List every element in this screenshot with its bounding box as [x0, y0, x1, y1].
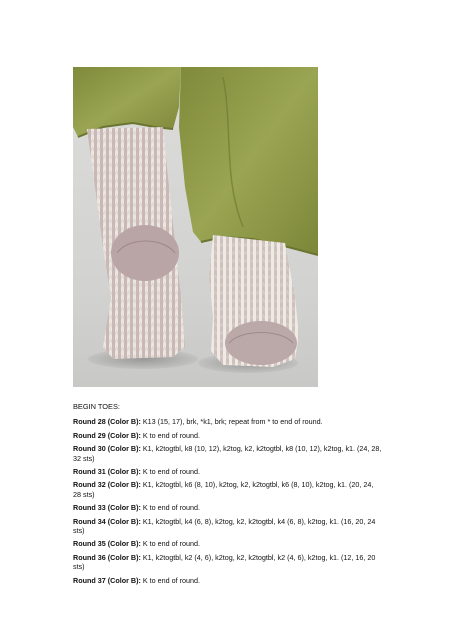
round-label: Round 31 (Color B): — [73, 467, 141, 477]
photo-canvas — [73, 67, 318, 387]
round-text: K to end of round. — [142, 575, 201, 585]
round-33 — [73, 503, 383, 512]
round-text: K to end of round. — [142, 430, 201, 440]
round-37 — [73, 576, 383, 585]
round-35 — [73, 539, 383, 548]
round-34 — [73, 517, 383, 536]
round-label: Round 32 (Color B): — [73, 480, 141, 490]
round-30 — [73, 444, 383, 463]
section-heading: BEGIN TOES: — [73, 402, 120, 411]
round-label: Round 35 (Color B): — [73, 539, 141, 549]
round-31 — [73, 467, 383, 476]
round-label: Round 28 (Color B): — [73, 417, 141, 427]
round-text: K1, k2togtbl, k4 (6, 8), k2tog, k2, k2togtbl, k4 (6, 8), k2tog, k1. (16, 20, 24 sts) — [73, 516, 376, 536]
round-text: K to end of round. — [142, 539, 201, 549]
round-32 — [73, 480, 383, 499]
round-text: K1, k2togtbl, k2 (4, 6), k2tog, k2, k2togtbl, k2 (4, 6), k2tog, k1. (12, 16, 20 sts) — [73, 552, 376, 572]
pattern-instructions — [73, 402, 383, 589]
right-sock-heel — [225, 321, 297, 365]
round-36 — [73, 553, 383, 572]
round-text: K1, k2togtbl, k8 (10, 12), k2tog, k2, k2togtbl, k8 (10, 12), k2tog, k1. (24, 28, 32 sts) — [73, 444, 382, 463]
left-sock-heel — [111, 225, 179, 281]
round-text: K13 (15, 17), brk, *k1, brk; repeat from * to end of round. — [142, 417, 323, 427]
round-29 — [73, 431, 383, 440]
knitted-socks-photo — [73, 67, 318, 387]
round-text: K1, k2togtbl, k6 (8, 10), k2tog, k2, k2togtbl, k6 (8, 10), k2tog, k1. (20, 24, 28 sts) — [73, 480, 374, 499]
round-label: Round 36 (Color B): — [73, 552, 141, 562]
round-label: Round 30 (Color B): — [73, 444, 141, 454]
round-label: Round 29 (Color B): — [73, 430, 141, 440]
round-label: Round 37 (Color B): — [73, 575, 141, 585]
round-label: Round 34 (Color B): — [73, 516, 141, 526]
round-text: K to end of round. — [142, 503, 201, 513]
round-label: Round 33 (Color B): — [73, 503, 141, 513]
right-trouser-leg — [179, 67, 318, 255]
round-28 — [73, 417, 383, 426]
round-text: K to end of round. — [142, 467, 201, 477]
